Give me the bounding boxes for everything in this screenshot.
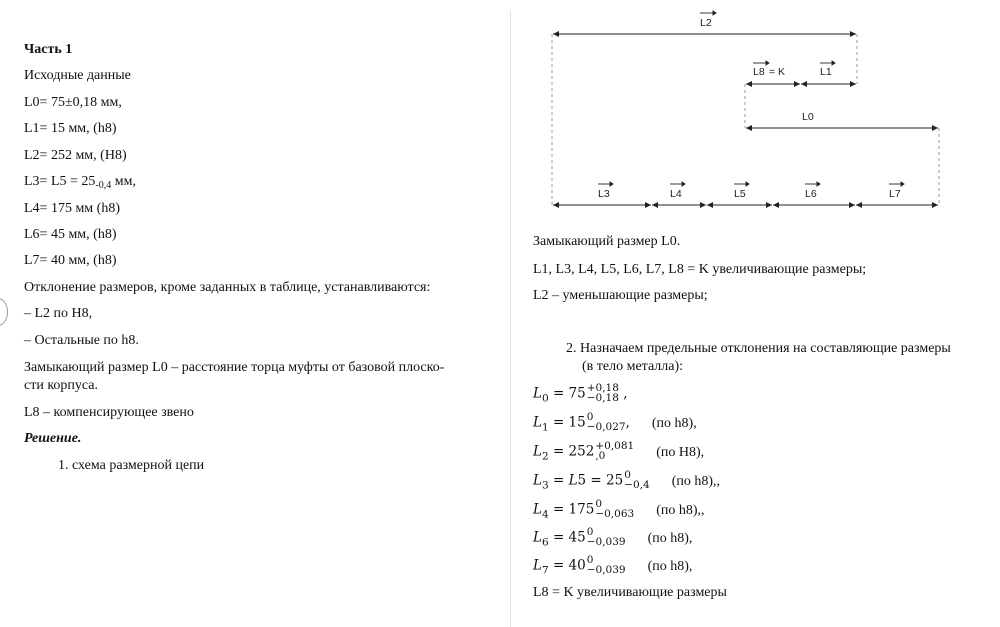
formula-index: 1	[541, 421, 549, 434]
formula-var: L	[533, 557, 542, 574]
label-l7: L7	[889, 188, 901, 200]
formula-l4	[533, 500, 705, 524]
fit-note: (по h8),,	[671, 473, 721, 489]
fit-note: (по H8),	[656, 444, 705, 460]
label-l2: L2	[700, 17, 712, 29]
label-l8-eq-k: = K	[769, 66, 786, 78]
label-l6: L6	[805, 188, 817, 200]
tolerance-stack	[587, 412, 626, 432]
lower-deviation: −0,039	[586, 536, 626, 548]
tolerance-stack	[595, 441, 634, 461]
others-rule: – Остальные по h8.	[24, 333, 139, 348]
formula-var: L	[533, 501, 542, 518]
data-line-l4: L4= 175 мм (h8)	[24, 201, 120, 216]
formula-nominal: = 175	[548, 501, 595, 518]
part-title: Часть 1	[24, 42, 73, 57]
formula-tail: ,	[618, 385, 628, 402]
formula-index-2: 5	[577, 472, 587, 489]
closing-definition-2: сти корпуса.	[24, 378, 99, 393]
formula-nominal: = 45	[548, 529, 586, 546]
l3-prefix: L3= L5 = 25	[24, 174, 96, 189]
formula-nominal: = 25	[586, 472, 624, 489]
step-2-line-1: 2. Назначаем предельные отклонения на составляющие размеры	[566, 341, 951, 356]
tolerance-stack	[587, 383, 619, 403]
upper-deviation: 0	[586, 411, 594, 423]
fit-note: (по h8),	[651, 415, 697, 431]
upper-deviation: +0,081	[595, 440, 635, 452]
upper-deviation: 0	[595, 498, 603, 510]
formula-nominal: = 15	[548, 414, 586, 431]
formula-var: L	[533, 443, 542, 460]
formula-index: 7	[541, 564, 549, 577]
upper-deviation: 0	[586, 526, 594, 538]
fit-note: (по h8),,	[656, 502, 705, 518]
formula-index: 2	[541, 450, 549, 463]
formula-l7	[533, 556, 692, 580]
l3-suffix: мм,	[111, 174, 136, 189]
data-line-l1: L1= 15 мм, (h8)	[24, 121, 117, 136]
l3-tolerance: -0,4	[95, 180, 112, 191]
formula-nominal: = 75	[548, 385, 586, 402]
tolerance-stack	[587, 555, 626, 575]
formula-var: L	[533, 414, 542, 431]
data-line-l7: L7= 40 мм, (h8)	[24, 253, 117, 268]
closing-size: Замыкающий размер L0.	[533, 234, 681, 249]
lower-deviation: −0,039	[586, 564, 626, 576]
upper-deviation: 0	[586, 554, 594, 566]
formula-nominal: = 40	[548, 557, 586, 574]
label-l0: L0	[802, 111, 814, 123]
lower-deviation: −0,18	[586, 392, 619, 404]
label-l3: L3	[598, 188, 610, 200]
label-l8: L8	[753, 66, 765, 78]
compensator-line: L8 – компенсирующее звено	[24, 405, 194, 420]
formula-var-2: L	[568, 472, 578, 489]
fit-note: (по h8),	[647, 558, 693, 574]
extension-lines	[552, 34, 939, 205]
fit-note: (по h8),	[647, 530, 693, 546]
label-l4: L4	[670, 188, 682, 200]
formula-l6	[533, 528, 692, 552]
lower-deviation: −0,027	[586, 421, 626, 433]
formula-var: L	[533, 385, 542, 402]
step-2-line-2: (в тело металла):	[582, 359, 684, 374]
deviations-note: Отклонение размеров, кроме заданных в таблице, устанавливаются:	[24, 280, 431, 295]
step-1: 1. схема размерной цепи	[58, 458, 205, 473]
formula-l3-l5	[533, 471, 720, 495]
data-line-l6: L6= 45 мм, (h8)	[24, 227, 117, 242]
label-l5: L5	[734, 188, 746, 200]
solution-heading: Решение.	[24, 431, 82, 446]
formula-var: L	[533, 529, 542, 546]
data-line-l0: L0= 75±0,18 мм,	[24, 95, 122, 110]
label-l1: L1	[820, 66, 832, 78]
lower-deviation: ,0	[595, 450, 606, 462]
closing-definition-1: Замыкающий размер L0 – расстояние торца муфты от базовой плоско-	[24, 360, 445, 375]
formula-index: 0	[541, 392, 549, 405]
tolerance-stack	[587, 527, 626, 547]
formula-equals: =	[548, 472, 569, 489]
formula-l0	[533, 384, 628, 408]
formula-var: L	[533, 472, 542, 489]
formula-index: 4	[541, 508, 549, 521]
l2-rule: – L2 по H8,	[24, 306, 93, 321]
upper-deviation: 0	[624, 469, 631, 481]
formula-nominal: = 252	[548, 443, 595, 460]
tolerance-stack	[624, 470, 650, 490]
vector-arrows	[598, 11, 904, 186]
formula-index: 3	[541, 479, 549, 492]
final-line: L8 = K увеличивающие размеры	[533, 585, 727, 600]
data-line-l2: L2= 252 мм, (H8)	[24, 148, 127, 163]
formula-tail: ,	[625, 414, 630, 431]
upper-deviation: +0,18	[586, 382, 619, 394]
lower-deviation: −0,4	[624, 479, 650, 491]
lower-deviation: −0,063	[595, 508, 635, 520]
formula-l1	[533, 413, 697, 437]
formula-l2	[533, 442, 704, 466]
decreasing-sizes: L2 – уменьшающие размеры;	[533, 288, 708, 303]
tolerance-stack	[595, 499, 634, 519]
formula-index: 6	[541, 536, 549, 549]
increasing-sizes: L1, L3, L4, L5, L6, L7, L8 = K увеличивающие размеры;	[533, 262, 867, 277]
initial-data-heading: Исходные данные	[24, 68, 131, 83]
